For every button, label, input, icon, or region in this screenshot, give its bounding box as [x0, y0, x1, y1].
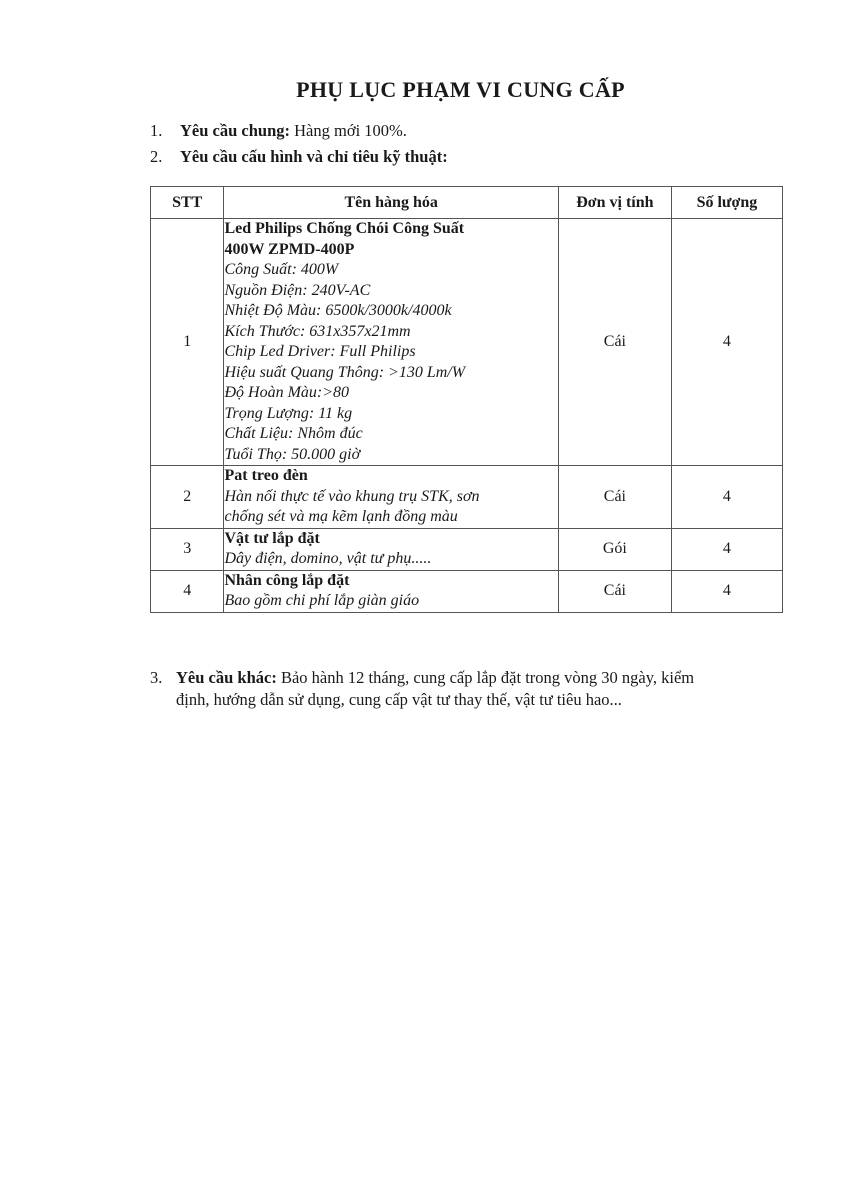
cell-unit: Cái — [558, 570, 671, 612]
requirement-number: 3. — [150, 668, 163, 687]
header-stt: STT — [151, 187, 224, 219]
cell-stt: 4 — [151, 570, 224, 612]
requirement-text: Hàng mới 100%. — [290, 121, 407, 140]
cell-qty: 4 — [671, 570, 782, 612]
spec-line: chống sét và mạ kẽm lạnh đồng màu — [224, 508, 458, 525]
requirement-number: 1. — [150, 121, 163, 140]
cell-qty: 4 — [671, 466, 782, 529]
spec-line: Tuổi Thọ: 50.000 giờ — [224, 445, 361, 463]
spec-line: Trọng Lượng: 11 kg — [224, 404, 353, 422]
header-qty: Số lượng — [671, 187, 782, 219]
cell-name — [224, 570, 558, 612]
requirement-number: 2. — [150, 147, 163, 166]
table-row — [151, 570, 783, 612]
cell-name — [224, 528, 558, 570]
spec-line: Hiệu suất Quang Thông: >130 Lm/W — [224, 363, 466, 381]
item-name-line2: 400W ZPMD-400P — [224, 240, 355, 258]
spec-line: Chip Led Driver: Full Philips — [224, 343, 416, 360]
cell-unit: Cái — [558, 219, 671, 466]
header-name: Tên hàng hóa — [224, 187, 558, 219]
requirement-label: Yêu cầu cấu hình và chỉ tiêu kỹ thuật: — [180, 147, 448, 166]
spec-line: Kích Thước: 631x357x21mm — [224, 322, 411, 340]
requirement-other-line2: định, hướng dẫn sử dụng, cung cấp vật tư thay thế, vật tư tiêu hao... — [176, 690, 622, 709]
spec-line: Dây điện, domino, vật tư phụ..... — [224, 550, 432, 567]
table-row — [151, 528, 783, 570]
spec-line: Độ Hoàn Màu:>80 — [224, 384, 350, 401]
requirement-other-line1 — [150, 667, 780, 689]
cell-name — [224, 219, 558, 466]
cell-unit: Gói — [558, 528, 671, 570]
spec-line: Nguồn Điện: 240V-AC — [224, 281, 371, 299]
spec-line: Bao gồm chi phí lắp giàn giáo — [224, 592, 420, 609]
requirement-text: Bảo hành 12 tháng, cung cấp lắp đặt trong vòng 30 ngày, kiểm — [276, 668, 695, 687]
item-name: Nhân công lắp đặt — [224, 571, 350, 589]
requirement-label: Yêu cầu chung: — [180, 121, 291, 140]
requirement-label: Yêu cầu khác: — [176, 668, 277, 687]
cell-name — [224, 466, 558, 529]
item-name: Pat treo đèn — [224, 467, 308, 484]
cell-unit: Cái — [558, 466, 671, 529]
cell-stt: 3 — [151, 528, 224, 570]
header-unit: Đơn vị tính — [558, 187, 671, 219]
spec-line: Công Suất: 400W — [224, 261, 339, 278]
spec-line: Hàn nối thực tế vào khung trụ STK, sơn — [224, 487, 480, 505]
spec-line: Nhiệt Độ Màu: 6500k/3000k/4000k — [224, 302, 452, 319]
cell-qty: 4 — [671, 528, 782, 570]
table-row — [151, 466, 783, 529]
requirement-technical — [150, 147, 448, 167]
table-header-row — [151, 187, 783, 219]
cell-stt: 1 — [151, 219, 224, 466]
item-name-line1: Led Philips Chống Chói Công Suất — [224, 220, 465, 237]
requirement-other — [150, 667, 780, 711]
item-name: Vật tư lắp đặt — [224, 529, 320, 547]
page-title: PHỤ LỤC PHẠM VI CUNG CẤP — [296, 77, 625, 102]
specification-table — [150, 186, 783, 613]
table-row — [151, 219, 783, 466]
requirement-general — [150, 121, 407, 141]
spec-line: Chất Liệu: Nhôm đúc — [224, 425, 363, 442]
cell-qty: 4 — [671, 219, 782, 466]
cell-stt: 2 — [151, 466, 224, 529]
